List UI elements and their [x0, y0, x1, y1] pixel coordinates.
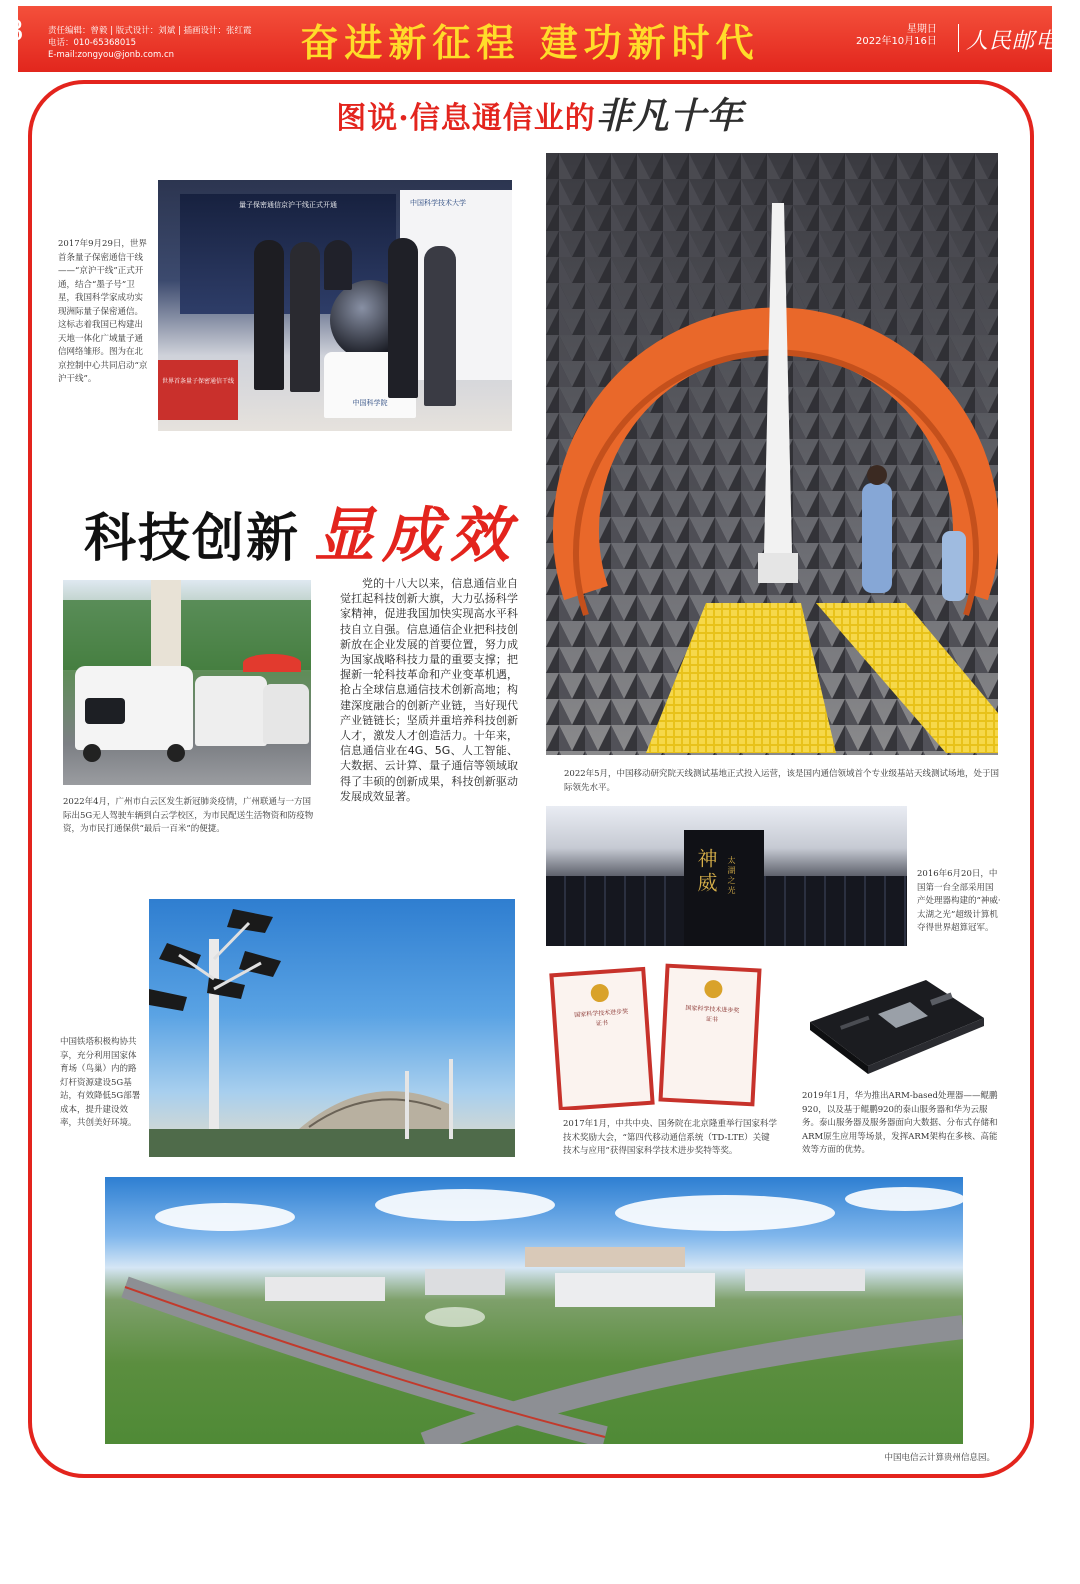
body-text: 党的十八大以来，信息通信业自觉扛起科技创新大旗，大力弘扬科学家精神，促进我国加快实现高水平科技自立自强。信息通信企业把科技创新放在企业发展的首要位置，努力成为国家战略科技力量的重要支撑；把握新一轮科技革命和产业变革机遇，抢占全球信息通信技术创新高地；构建深度融合的创新产业链，当好现代产业链链长；坚质并重培养科技创新人才，激发人才创造活力。十年来，信息通信业在4G、5G、人工智能、大数据、云计算、量子通信等领域取得了丰硕的创新成果，科技创新驱动发展成效显著。 — [340, 577, 518, 803]
ceremony-screen-text: 量子保密通信京沪干线正式开通 — [239, 201, 337, 209]
lamp-tower-graphic — [149, 899, 515, 1157]
photo-antenna-chamber — [546, 153, 998, 755]
header-divider — [958, 24, 959, 52]
sunway-subname: 太湖之光 — [727, 856, 736, 896]
person-3 — [324, 240, 352, 290]
email-line: E-mail:zongyou@jonb.com.cn — [48, 50, 175, 60]
person-2 — [290, 242, 320, 392]
person-4 — [388, 238, 418, 398]
gate-pillar — [151, 580, 181, 680]
banner-slogan: 奋进新征程 建功新时代 — [300, 20, 760, 65]
section-title — [200, 88, 880, 139]
page-number: 8 — [6, 14, 24, 47]
certificate-left-sub: 证书 — [595, 1019, 609, 1028]
issue-date: 2022年10月16日 — [856, 36, 937, 47]
vehicle-1-window — [85, 698, 125, 724]
headline-black: 科技创新 — [84, 509, 301, 569]
masthead-logo: 人民邮电 — [966, 29, 1059, 54]
photo-supercomputer — [546, 806, 907, 946]
caption-quantum: 2017年9月29日，世界首条量子保密通信干线——“京沪干线”正式开通，结合“墨子号”卫星，我国科学家成功实现洲际量子保密通信。这标志着我国已构建出天地一体化广域量子通信网络雏形。图为在北京控制中心共同启动“京沪干线”。 — [58, 239, 148, 384]
server-board-graphic — [800, 970, 990, 1080]
caption-vehicles: 2022年4月，广州市白云区发生新冠肺炎疫情，广州联通与一方国际出5G无人驾驶车辆到白云学校区，为市民配送生活物资和防疫物资，为市民打通保供“最后一百米”的便捷。 — [63, 797, 314, 834]
photo-server-board — [800, 970, 990, 1080]
caption-supercomputer: 2016年6月20日，中国第一台全部采用国产处理器构建的“神威·太湖之光”超级计算机夺得世界超算冠军。 — [917, 869, 1001, 933]
weekday: 星期日 — [906, 24, 937, 35]
wheel — [83, 744, 101, 762]
headline-red: 显成效 — [314, 501, 519, 571]
ceremony-podium-text: 中国科学院 — [352, 399, 388, 407]
caption-certificates: 2017年1月，中共中央、国务院在北京隆重举行国家科学技术奖励大会，“第四代移动通信系统（TD-LTE）关键技术与应用”获得国家科学技术进步奖特等奖。 — [563, 1119, 778, 1156]
vehicle-3 — [263, 684, 309, 744]
caption-tower: 中国铁塔积极构协共享，充分利用国家体育场（鸟巢）内的路灯杆资源建设5G基站，有效降低5G部署成本，提升建设效率，共创美好环境。 — [60, 1037, 141, 1128]
wheel — [167, 744, 185, 762]
ceremony-rollup-text: 世界首条量子保密通信干线 — [162, 378, 235, 385]
photo-quantum-ceremony — [158, 180, 512, 431]
date-block — [856, 24, 937, 48]
national-emblem-icon — [590, 983, 609, 1002]
datacenter-graphic — [105, 1177, 963, 1444]
ceremony-rollup — [158, 360, 238, 420]
certificate-left-title: 国家科学技术进步奖 — [574, 1008, 629, 1019]
phone-line: 电话：010-65368015 — [48, 38, 137, 48]
headline — [84, 488, 518, 574]
photo-5g-lamp-tower — [149, 899, 515, 1157]
vehicle-2 — [195, 676, 267, 746]
section-title-suffix: 非凡十年 — [595, 95, 744, 137]
certificate-left — [549, 967, 654, 1110]
national-emblem-icon — [704, 980, 723, 999]
photo-delivery-vehicles — [63, 580, 311, 785]
caption-board: 2019年1月，华为推出ARM-based处理器——鲲鹏920，以及基于鲲鹏920的泰山服务器和华为云服务。泰山服务器及服务器面向大数据、分布式存储和ARM原生应用等场景，发挥ARM架构在多核、高能效等方面的优势。 — [802, 1091, 998, 1155]
certificate-right-sub: 证书 — [705, 1015, 718, 1024]
caption-datacenter: 中国电信云计算贵州信息园。 — [884, 1453, 995, 1463]
caption-chamber: 2022年5月，中国移动研究院天线测试基地正式投入运营，该是国内通信领域首个专业级基站天线测试场地，处于国际领先水平。 — [564, 769, 1000, 793]
photo-datacenter-panorama — [105, 1177, 963, 1444]
umbrella — [243, 654, 301, 672]
ceremony-panel-text: 中国科学技术大学 — [410, 199, 466, 207]
person-1 — [254, 240, 284, 390]
editor-line: 责任编辑：曾毅 | 版式设计：刘斌 | 插画设计：张红霞 — [48, 26, 252, 36]
section-title-prefix: 图说·信息通信业的 — [336, 101, 596, 136]
sunway-name: 神威 — [694, 848, 718, 896]
certificate-right — [658, 964, 761, 1107]
certificate-right-title: 国家科学技术进步奖 — [685, 1004, 740, 1015]
chamber-graphic — [546, 153, 998, 755]
photo-certificates — [546, 962, 768, 1110]
person-5 — [424, 246, 456, 406]
